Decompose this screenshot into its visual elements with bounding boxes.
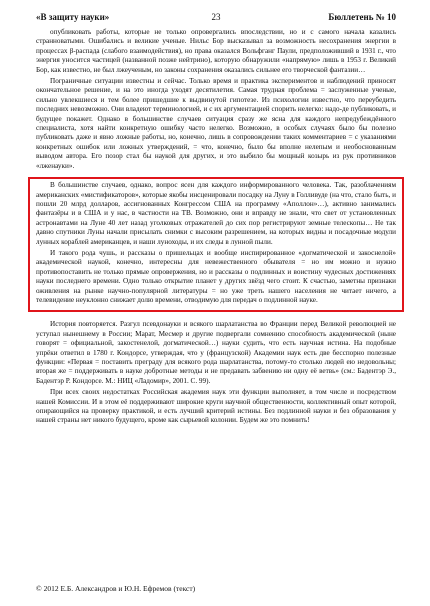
page-header xyxy=(36,10,396,24)
highlighted-section xyxy=(28,177,404,312)
bulletin-number: Бюллетень № 10 xyxy=(328,12,396,22)
highlighted-paragraph: И такого рода чушь, и рассказы о пришельцах и вообще инспирированное «догматической и закоснелой» академической наукой, конечно, интересны для невежественного обывателя = но им можно и нужно противопоставить не только прямые опровержения, но и рассказы о подлинных и воистину чудесных достижениях науки последнего времени. Одно только открытие планет у других звёзд чего стоит. К счастью, заметны признаки оживления на рынке научно-популярной литературы = но уже треть нашего населения не читает ничего, а телевидение неуклонно снижает долю времени, отводимую для передач о подлинной науке. xyxy=(36,248,396,304)
page-number: 23 xyxy=(211,12,221,22)
highlighted-paragraph: В большинстве случаев, однако, вопрос ясен для каждого информированного человека. Так, разоблачениям американских «мистификаторов», которые якобы инсценировали посадку на Луну в Голливуде (на что, стало быть, и пошли 20 млрд долларов, ассигнованных Конгрессом США на программу «Аполлон»…), активно занимались фантазёры и в США и у нас, в частности на ТВ. Возможно, они и вправду не знали, что свет от установленных астронавтами на Луне 40 лет назад уголковых отражателей до сих пор регистрируют земные телескопы… Не так давно спутники Луны начали присылать снимки с высоким разрешением, на которых видны и посадочные модули лунных кораблей американцев, и наши луноходы, и их следы в лунной пыли. xyxy=(36,181,396,246)
paragraph: При всех своих недостатках Российская академия наук эти функции выполняет, в том числе и посредством нашей Комиссии. И в этом её поддерживают широкие круги научной общественности, коллективный опыт которой, опирающийся на проверку практикой, и есть лучший критерий истины. Без подлинной науки и без образования у нашей страны нет никого будущего, кроме как сырьевой колонии. Будем же это помнить! xyxy=(36,388,396,425)
article-body xyxy=(36,28,396,428)
copyright-footer: © 2012 Е.Б. Александров и Ю.Н. Ефремов (текст) xyxy=(36,584,196,593)
journal-title: «В защиту науки» xyxy=(36,12,110,22)
paragraph: опубликовать работы, которые не только опровергались впоследствии, но и с самого начала казались странноватыми. Ошибались и великие ученые. Нильс Бор высказывал за возможность несохранения энергии в процессах β-распада (слабого взаимодействия), но права оказался Вольфганг Паули, предположивший в 1931 г., что энергия уносится частицей (названной позже нейтрино), которую обнаружили «напрямую» лишь в 1953 г. Великий Бор, как известно, не был лжеученым, но законы сохранения оказались сильнее его творческой фантазии… xyxy=(36,28,396,74)
paragraph: История повторяется. Разгул псевдонауки и всякого шарлатанства во Франции перед Великой революцией не уступал нынешнему в России; Марат, Месмер и другие подвергали сомнению способность академической (ныне говорят = официальной, закостенелой, догматической…) науки судить, что есть научная истина. На подобные упрёки ответил в 1780 г. Кондорсе, утверждая, что у (французской) Академии наук есть две бесспорно полезные функции: «Первая = поставить преграду для всякого рода шарлатанства, потому-то столько людей ею недовольны; вторая же = поддерживать в науке добротные методы и не предавать забвению ни одну её ветвь» (см.: Бадентэр Э., Бадентэр Р. Кондорсе. М.: НИЦ «Ладомир», 2001. С. 99). xyxy=(36,320,396,385)
paragraph: Пограничные ситуации известны и сейчас. Только время и практика экспериментов и наблюдений приносят окончательное решение, и на это иногда уходят десятилетия. Самая трудная проблема = заслуженные ученые, сильно увлекшиеся и тем более пришедшие к выдвинутой гипотезе. Из психологии известно, что переубедить последних невозможно. Они владеют терминологией, и с их аргументацией спорить нелегко: надо-де публиковать, и будущее покажет. Однако в большинстве случаев ситуация сразу же ясна для каждого непредубеждённого специалиста, хотя найти конкретную ошибку часто нелегко. Возможно, в особых случаях было бы полезно публиковать даже и явно ложные работы, но, конечно, лишь в сопровождении таких комментариев = с указаниями конкретных ошибок или ложных утверждений, = что, конечно, было бы вполне нелепым и необоснованным выводом автора. Его позор стал бы наукой для других, и это выбило бы мощный козырь из рук противников «лженауки». xyxy=(36,77,396,170)
